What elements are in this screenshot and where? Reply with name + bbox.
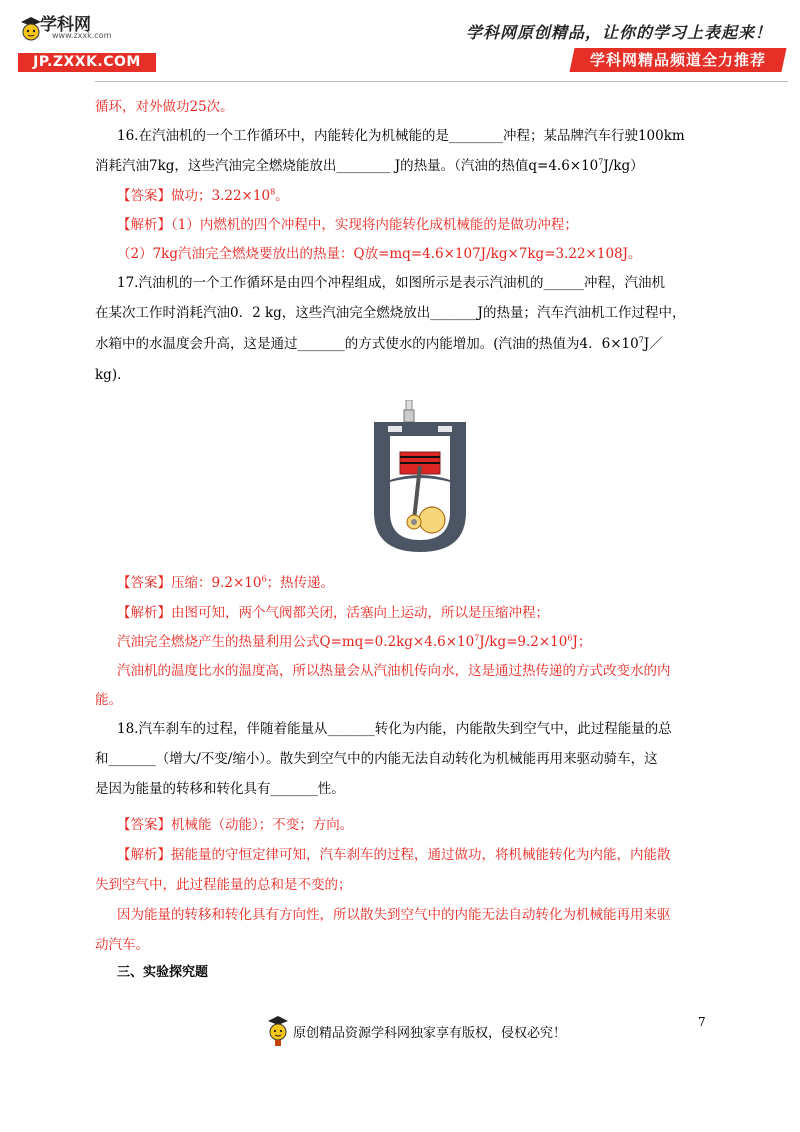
answer-text: 【答案】压缩：9.2×10 — [117, 575, 262, 591]
analysis-18-line-3: 因为能量的转移和转化具有方向性，所以散失到空气中的内能无法自动转化为机械能再用来驱 — [117, 907, 671, 923]
exponent: 6 — [261, 574, 267, 584]
question-17-line-3 — [95, 334, 663, 354]
page-number: 7 — [698, 1015, 706, 1029]
question-16-line-2 — [95, 156, 644, 176]
logo-text: 学科网 — [40, 15, 91, 35]
answer-tail: 。 — [275, 188, 289, 204]
footer-mascot — [266, 1014, 290, 1048]
section-heading: 三、实验探究题 — [117, 965, 209, 980]
logo-site: www.zxxk.com — [52, 31, 112, 40]
question-18-line-1: 18.汽车刹车的过程，伴随着能量从_______转化为内能，内能散失到空气中，此过程能量的总 — [117, 721, 672, 737]
analysis-16-line-1: 【解析】（1）内燃机的四个冲程中，实现将内能转化成机械能的是做功冲程； — [117, 217, 578, 233]
header-divider — [95, 81, 788, 82]
answer-tail: ；热传递。 — [266, 575, 335, 591]
analysis-17-line-3: 汽油机的温度比水的温度高，所以热量会从汽油机传向水，这是通过热传递的方式改变水的内 — [117, 663, 671, 679]
answer-text: 【答案】做功；3.22×10 — [117, 188, 271, 204]
analysis-18-line-2: 失到空气中，此过程能量的总和是不变的； — [95, 877, 352, 893]
question-18-line-2: 和_______（增大/不变/缩小）。散失到空气中的内能无法自动转化为机械能再用来驱动骑车，这 — [95, 751, 658, 767]
analysis-16-line-2: （2）7kg汽油完全燃烧要放出的热量：Q放=mq=4.6×107J/kg×7kg=3.22×108J。 — [117, 246, 642, 262]
logo-url-badge: JP.ZXXK.COM — [18, 53, 156, 72]
analysis-18-line-4: 动汽车。 — [95, 937, 149, 953]
q16-unit: J/kg） — [603, 158, 644, 174]
answer-17 — [117, 573, 334, 593]
exponent: 6 — [567, 633, 573, 643]
question-18-line-3: 是因为能量的转移和转化具有_______性。 — [95, 781, 345, 797]
exponent: 8 — [270, 187, 276, 197]
q17-text: 水箱中的水温度会升高，这是通过_______的方式使水的内能增加。(汽油的热值为4．6×10 — [95, 336, 639, 352]
analysis-17-line-2 — [117, 632, 591, 652]
analysis-mid: J/kg=9.2×10 — [479, 634, 568, 650]
analysis-tail: J； — [572, 634, 592, 650]
analysis-17-line-1: 【解析】由图可知，两个气阀都关闭，活塞向上运动，所以是压缩冲程； — [117, 605, 549, 621]
analysis-text: 汽油完全燃烧产生的热量利用公式Q=mq=0.2kg×4.6×10 — [117, 634, 475, 650]
header-banner — [569, 48, 786, 72]
engine-diagram — [370, 400, 470, 552]
exponent: 7 — [638, 335, 644, 345]
footer-copyright: 原创精品资源学科网独家享有版权，侵权必究！ — [293, 1026, 567, 1041]
analysis-18-line-1: 【解析】据能量的守恒定律可知，汽车刹车的过程，通过做功，将机械能转化为内能，内能散 — [117, 847, 671, 863]
exponent: 7 — [598, 157, 604, 167]
text-line: 循环，对外做功25次。 — [95, 99, 234, 115]
question-17-line-1: 17.汽油机的一个工作循环是由四个冲程组成，如图所示是表示汽油机的______冲程，汽油机 — [117, 275, 665, 291]
q16-text: 消耗汽油7kg，这些汽油完全燃烧能放出________ J的热量。（汽油的热值q=4.6×10 — [95, 158, 599, 174]
banner-text: 学科网精品频道全力推荐 — [589, 51, 766, 69]
analysis-17-line-4: 能。 — [95, 692, 122, 708]
question-17-line-4: kg)． — [95, 367, 131, 383]
header-slogan: 学科网原创精品，让你的学习上表起来！ — [465, 23, 772, 42]
q17-unit: J／ — [643, 336, 663, 352]
question-17-line-2: 在某次工作时消耗汽油0．2 kg，这些汽油完全燃烧放出_______J的热量；汽车汽油机工作过程中， — [95, 305, 686, 321]
answer-18: 【答案】机械能（动能）；不变；方向。 — [117, 817, 354, 833]
answer-16 — [117, 186, 289, 206]
question-16-line-1: 16.在汽油机的一个工作循环中，内能转化为机械能的是________冲程；某品牌汽车行驶100km — [117, 128, 685, 144]
exponent: 7 — [474, 633, 480, 643]
